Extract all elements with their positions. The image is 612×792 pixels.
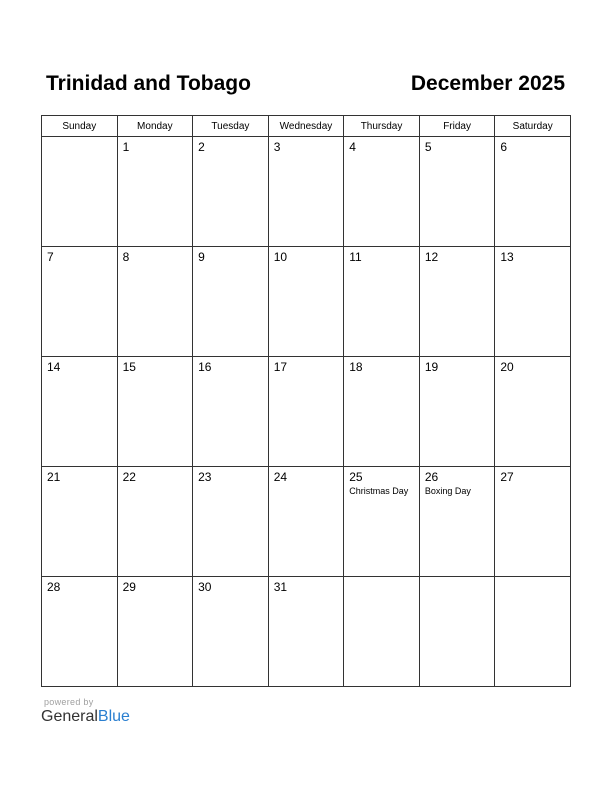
day-number: 1	[122, 140, 130, 154]
day-number: 31	[273, 580, 288, 594]
day-number: 22	[122, 470, 136, 484]
day-number: 10	[273, 250, 288, 264]
logo-text-blue: Blue	[97, 708, 130, 725]
day-cell	[344, 357, 420, 467]
weekday-monday: Monday	[117, 116, 193, 137]
powered-by-text: powered by	[44, 697, 94, 707]
logo-text-general: General	[41, 708, 98, 725]
day-cell	[117, 137, 193, 247]
day-number: 19	[424, 360, 439, 374]
day-number: 16	[198, 360, 212, 374]
day-number: 21	[47, 470, 61, 484]
day-cell	[193, 467, 269, 577]
day-number: 25	[349, 470, 363, 484]
day-cell	[268, 357, 344, 467]
day-cell	[42, 357, 118, 467]
day-cell	[193, 247, 269, 357]
week-row	[42, 577, 571, 687]
week-row	[42, 357, 571, 467]
day-number: 17	[273, 360, 288, 374]
generalblue-logo	[41, 708, 130, 726]
weekday-saturday: Saturday	[495, 116, 571, 137]
day-number: 5	[424, 140, 432, 154]
day-cell	[42, 137, 118, 247]
day-cell	[42, 247, 118, 357]
day-cell	[495, 137, 571, 247]
day-cell	[344, 467, 420, 577]
day-cell	[268, 577, 344, 687]
day-number: 14	[47, 360, 61, 374]
holiday-label: Christmas Day	[349, 486, 409, 496]
day-number: 27	[500, 470, 514, 484]
day-number: 28	[47, 580, 61, 594]
day-cell	[117, 357, 193, 467]
week-row	[42, 247, 571, 357]
day-cell	[419, 467, 495, 577]
day-cell	[193, 357, 269, 467]
weekday-friday: Friday	[419, 116, 495, 137]
holiday-label: Boxing Day	[424, 486, 471, 496]
day-cell	[419, 577, 495, 687]
day-cell	[344, 137, 420, 247]
day-cell	[117, 577, 193, 687]
day-number: 11	[349, 250, 362, 264]
country-title: Trinidad and Tobago	[46, 72, 251, 95]
day-cell	[419, 247, 495, 357]
week-row	[42, 137, 571, 247]
day-number: 7	[47, 250, 54, 264]
day-number: 9	[198, 250, 205, 264]
day-cell	[419, 357, 495, 467]
day-cell	[268, 137, 344, 247]
weekday-wednesday: Wednesday	[268, 116, 344, 137]
weekday-thursday: Thursday	[344, 116, 420, 137]
week-row	[42, 467, 571, 577]
day-cell	[419, 137, 495, 247]
day-cell	[344, 247, 420, 357]
day-cell	[268, 247, 344, 357]
month-year-title: December 2025	[410, 72, 565, 95]
weekday-sunday: Sunday	[42, 116, 118, 137]
day-number: 2	[198, 140, 205, 154]
day-cell	[344, 577, 420, 687]
day-number: 15	[122, 360, 136, 374]
day-number: 29	[122, 580, 136, 594]
day-number: 20	[500, 360, 514, 374]
day-number: 30	[198, 580, 212, 594]
day-number: 13	[500, 250, 514, 264]
weekday-tuesday: Tuesday	[193, 116, 269, 137]
day-number: 18	[349, 360, 363, 374]
day-cell	[268, 467, 344, 577]
day-number: 26	[424, 470, 439, 484]
day-cell	[495, 577, 571, 687]
day-cell	[495, 247, 571, 357]
day-cell	[495, 357, 571, 467]
day-number: 3	[273, 140, 281, 154]
day-cell	[42, 467, 118, 577]
day-number: 4	[349, 140, 356, 154]
day-number: 8	[122, 250, 130, 264]
day-number: 12	[424, 250, 439, 264]
day-number: 24	[273, 470, 288, 484]
day-cell	[495, 467, 571, 577]
day-cell	[42, 577, 118, 687]
day-cell	[193, 137, 269, 247]
day-number: 23	[198, 470, 212, 484]
day-cell	[117, 467, 193, 577]
day-number: 6	[500, 140, 508, 154]
day-cell	[193, 577, 269, 687]
calendar-grid	[41, 115, 571, 687]
weekday-header-row	[42, 116, 571, 137]
day-cell	[117, 247, 193, 357]
